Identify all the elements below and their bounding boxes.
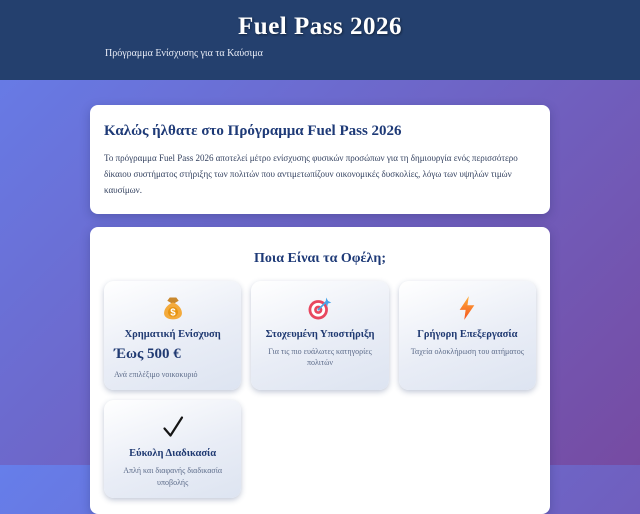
benefit-tile-targeted-support xyxy=(251,281,388,390)
benefit-description: Απλή και διαφανής διαδικασία υποβολής xyxy=(123,466,223,487)
benefit-title: Στοχευμένη Υποστήριξη xyxy=(265,329,375,341)
benefit-description: Ανά επιλέξιμο νοικοκυριό xyxy=(114,370,198,380)
benefit-title: Χρηματική Ενίσχυση xyxy=(124,329,221,341)
benefit-title: Γρήγορη Επεξεργασία xyxy=(417,329,518,341)
lightning-icon xyxy=(409,294,526,322)
page-title: Fuel Pass 2026 xyxy=(238,13,402,40)
benefits-card xyxy=(90,227,550,514)
main-content xyxy=(90,80,550,514)
benefits-heading: Ποια Είναι τα Οφέλη; xyxy=(254,251,386,267)
welcome-heading: Καλώς ήλθατε στο Πρόγραμμα Fuel Pass 2026 xyxy=(104,123,402,139)
benefits-grid xyxy=(104,281,536,498)
benefit-title: Εύκολη Διαδικασία xyxy=(129,448,217,460)
page-subtitle: Πρόγραμμα Ενίσχυσης για τα Καύσιμα xyxy=(105,48,263,59)
benefit-tile-fast-processing xyxy=(399,281,536,390)
benefit-amount: Έως 500 € xyxy=(114,346,181,363)
welcome-card xyxy=(90,105,550,214)
benefit-description: Για τις πιο ευάλωτες κατηγορίες πολιτών xyxy=(268,347,372,368)
svg-text:$: $ xyxy=(169,307,176,319)
page-header xyxy=(0,0,640,80)
benefit-tile-easy-process xyxy=(104,400,241,497)
benefit-description: Ταχεία ολοκλήρωση του αιτήματος xyxy=(410,347,524,357)
checkmark-icon xyxy=(114,413,231,441)
money-bag-icon xyxy=(114,294,231,322)
welcome-body: Το πρόγραμμα Fuel Pass 2026 αποτελεί μέτρο ενίσχυσης φυσικών προσώπων για τη δημιουργία ενός περισσότερο δίκαιου συστήματος στήριξης των πολιτών που αντιμετωπίζουν οικονομικές δυσκολίες, λόγω των υψηλών τιμών καυσίμων. xyxy=(104,153,518,195)
benefit-tile-financial-aid xyxy=(104,281,241,390)
target-icon xyxy=(261,294,378,322)
